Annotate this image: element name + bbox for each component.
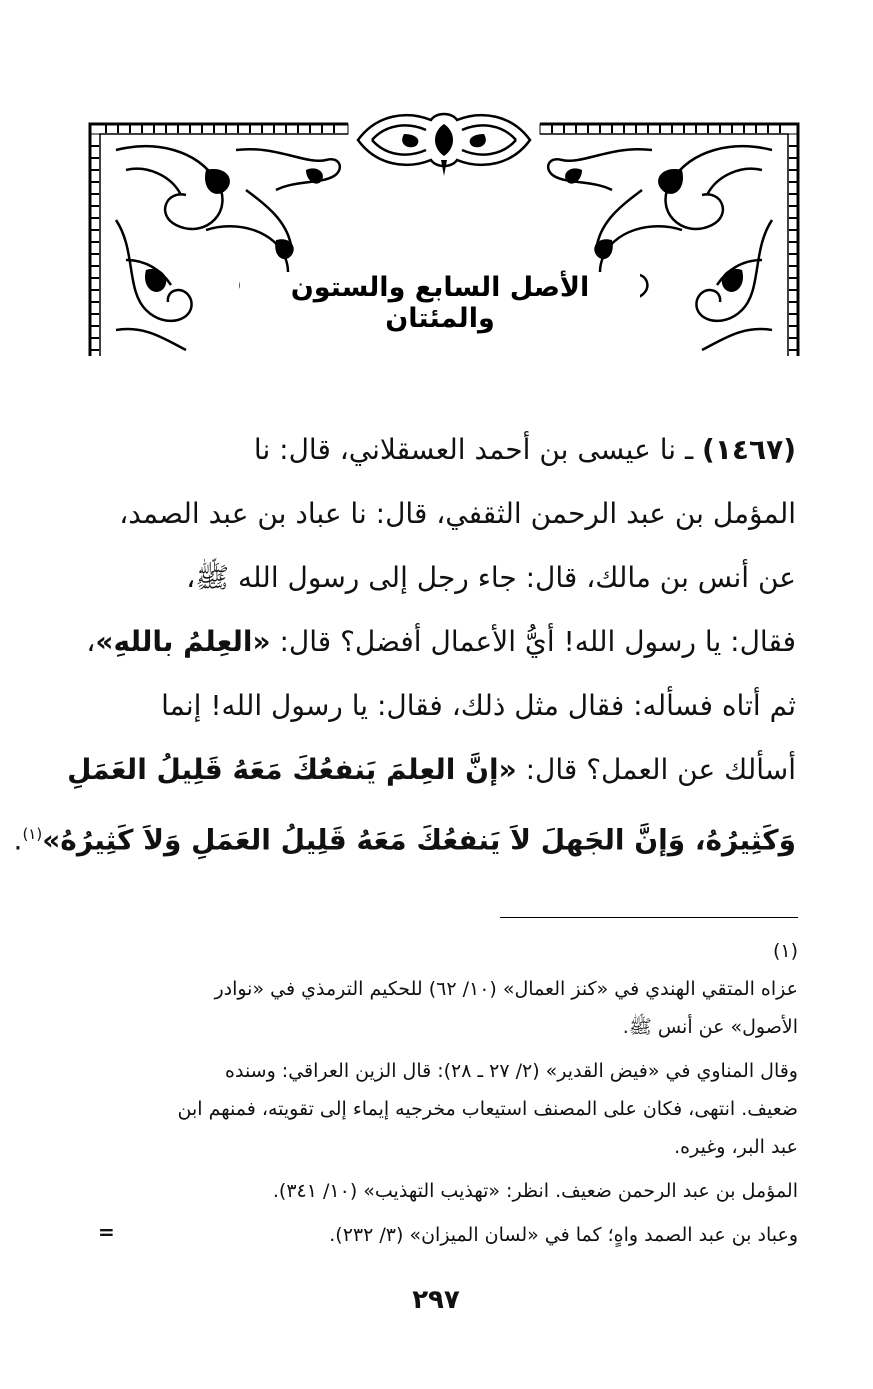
footnote-marker: (١) [22, 825, 43, 843]
page-number: ٢٩٧ [412, 1285, 460, 1315]
text-line: فقال: يا رسول الله! أيُّ الأعمال أفضل؟ قال: «العِلمُ باللهِ»، [86, 625, 796, 658]
footnote-paragraph: وقال المناوي في «فيض القدير» (٢/ ٢٧ ـ ٢٨): قال الزين العراقي: وسنده ضعيف. انتهى، فكان على المصنف استيعاب مخرجيه إيماء إلى تقويته، فمنهم ابن عبد البر، وغيره. [177, 1060, 798, 1158]
text-line: عن أنس بن مالك، قال: جاء رجل إلى رسول الله ﷺ، [186, 561, 796, 594]
footnote-paragraph: المؤمل بن عبد الرحمن ضعيف. انظر: «تهذيب التهذيب» (١٠/ ٣٤١). [272, 1180, 798, 1202]
text-line: المؤمل بن عبد الرحمن الثقفي، قال: نا عباد بن عبد الصمد، [119, 497, 796, 530]
text-line: ثم أتاه فسأله: فقال مثل ذلك، فقال: يا رسول الله! إنما [161, 689, 796, 722]
prophetic-quote: «إنَّ العِلمَ يَنفعُكَ مَعَهُ قَلِيلُ العَمَلِ [67, 753, 517, 786]
footnote-paragraph: (١) عزاه المتقي الهندي في «كنز العمال» (١٠/ ٦٢) للحكيم الترمذي في «نوادر الأصول» عن أنس ﷺ. [86, 932, 798, 1046]
prophetic-quote: «العِلمُ باللهِ» [95, 625, 271, 658]
text-line: أسألك عن العمل؟ قال: «إنَّ العِلمَ يَنفعُكَ مَعَهُ قَلِيلُ العَمَلِ [67, 753, 796, 786]
footnote-number: (١) [772, 940, 798, 962]
footnotes [86, 932, 798, 1260]
footnote-paragraph: وعباد بن عبد الصمد واهٍ؛ كما في «لسان الميزان» (٣/ ٢٣٢). [329, 1224, 798, 1246]
text-line: (١٤٦٧) ـ نا عيسى بن أحمد العسقلاني، قال: نا [253, 433, 796, 466]
hadith-number: (١٤٦٧) [702, 433, 796, 466]
footnote-separator [500, 917, 798, 918]
chapter-title: الأصل السابع والستون والمئتان [240, 272, 640, 334]
continuation-mark: = [98, 1220, 115, 1244]
prophetic-quote: وَكَثِيرُهُ، وَإنَّ الجَهلَ لاَ يَنفعُكَ مَعَهُ قَلِيلُ العَمَلِ وَلاَ كَثِيرُهُ» [42, 823, 796, 857]
text-line: وَكَثِيرُهُ، وَإنَّ الجَهلَ لاَ يَنفعُكَ مَعَهُ قَلِيلُ العَمَلِ وَلاَ كَثِيرُهُ»$^{(١)}$. [13, 823, 796, 857]
hadith-text [13, 418, 796, 872]
